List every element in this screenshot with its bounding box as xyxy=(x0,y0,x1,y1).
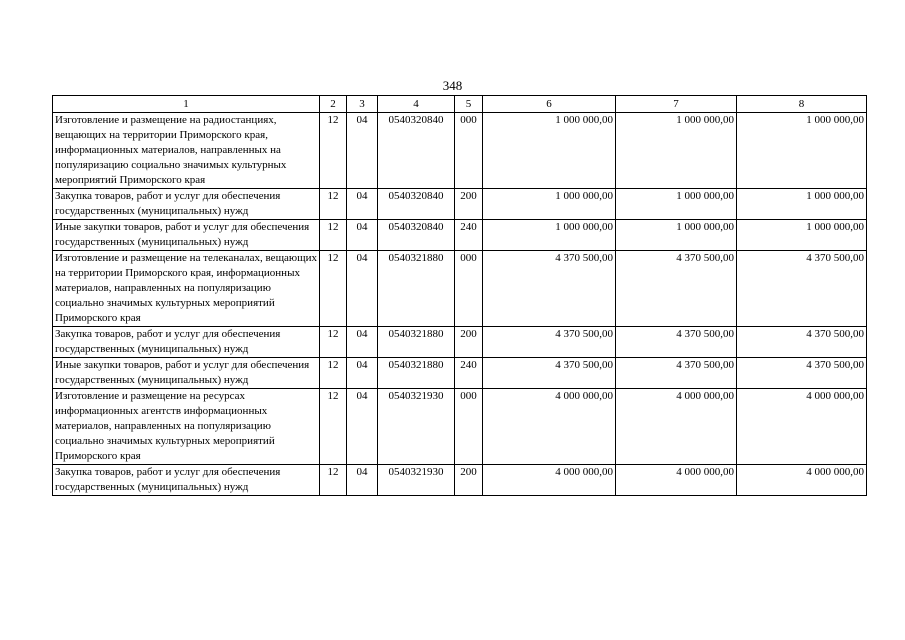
column-header: 1 xyxy=(53,96,320,113)
expense-type-cell: 000 xyxy=(455,113,483,189)
subsection-code-cell: 04 xyxy=(347,358,378,389)
amount-col6-cell: 1 000 000,00 xyxy=(483,220,616,251)
target-article-cell: 0540320840 xyxy=(378,220,455,251)
section-code-cell: 12 xyxy=(320,113,347,189)
subsection-code-cell: 04 xyxy=(347,189,378,220)
table-row xyxy=(53,327,867,358)
expense-type-cell: 200 xyxy=(455,465,483,496)
column-header: 2 xyxy=(320,96,347,113)
table-row xyxy=(53,465,867,496)
page-number: 348 xyxy=(442,78,463,93)
item-name-cell: Закупка товаров, работ и услуг для обеспечения государственных (муниципальных) нужд xyxy=(53,465,320,496)
target-article-cell: 0540321880 xyxy=(378,327,455,358)
subsection-code-cell: 04 xyxy=(347,465,378,496)
amount-col7-cell: 1 000 000,00 xyxy=(616,189,737,220)
table-row xyxy=(53,220,867,251)
amount-col7-cell: 4 370 500,00 xyxy=(616,358,737,389)
column-header: 8 xyxy=(737,96,867,113)
table-row xyxy=(53,251,867,327)
item-name-cell: Изготовление и размещение на ресурсах информационных агентств информационных материалов, направленных на популяризацию социально значимых культурных мероприятий Приморского края xyxy=(53,389,320,465)
section-code-cell: 12 xyxy=(320,189,347,220)
section-code-cell: 12 xyxy=(320,251,347,327)
section-code-cell: 12 xyxy=(320,465,347,496)
amount-col8-cell: 4 370 500,00 xyxy=(737,327,867,358)
header-row xyxy=(53,96,867,113)
expense-type-cell: 000 xyxy=(455,389,483,465)
column-header: 3 xyxy=(347,96,378,113)
amount-col6-cell: 4 000 000,00 xyxy=(483,465,616,496)
expense-type-cell: 200 xyxy=(455,189,483,220)
amount-col6-cell: 4 370 500,00 xyxy=(483,251,616,327)
amount-col7-cell: 1 000 000,00 xyxy=(616,113,737,189)
expense-type-cell: 240 xyxy=(455,358,483,389)
target-article-cell: 0540321930 xyxy=(378,389,455,465)
amount-col8-cell: 4 370 500,00 xyxy=(737,251,867,327)
amount-col7-cell: 4 000 000,00 xyxy=(616,389,737,465)
amount-col6-cell: 4 000 000,00 xyxy=(483,389,616,465)
column-header: 6 xyxy=(483,96,616,113)
target-article-cell: 0540320840 xyxy=(378,113,455,189)
expense-type-cell: 200 xyxy=(455,327,483,358)
column-header: 4 xyxy=(378,96,455,113)
amount-col8-cell: 4 000 000,00 xyxy=(737,389,867,465)
item-name-cell: Иные закупки товаров, работ и услуг для обеспечения государственных (муниципальных) нужд xyxy=(53,358,320,389)
expense-type-cell: 000 xyxy=(455,251,483,327)
amount-col7-cell: 1 000 000,00 xyxy=(616,220,737,251)
amount-col8-cell: 1 000 000,00 xyxy=(737,189,867,220)
amount-col7-cell: 4 370 500,00 xyxy=(616,327,737,358)
table-row xyxy=(53,189,867,220)
amount-col8-cell: 4 370 500,00 xyxy=(737,358,867,389)
amount-col6-cell: 4 370 500,00 xyxy=(483,327,616,358)
item-name-cell: Изготовление и размещение на телеканалах, вещающих на территории Приморского края, информационных материалов, направленных на популяризацию социально значимых культурных мероприятий Приморского края xyxy=(53,251,320,327)
item-name-cell: Закупка товаров, работ и услуг для обеспечения государственных (муниципальных) нужд xyxy=(53,327,320,358)
item-name-cell: Закупка товаров, работ и услуг для обеспечения государственных (муниципальных) нужд xyxy=(53,189,320,220)
expense-type-cell: 240 xyxy=(455,220,483,251)
item-name-cell: Изготовление и размещение на радиостанциях, вещающих на территории Приморского края, информационных материалов, направленных на популяризацию социально значимых культурных мероприятий Приморского края xyxy=(53,113,320,189)
amount-col7-cell: 4 000 000,00 xyxy=(616,465,737,496)
section-code-cell: 12 xyxy=(320,220,347,251)
section-code-cell: 12 xyxy=(320,327,347,358)
target-article-cell: 0540320840 xyxy=(378,189,455,220)
amount-col7-cell: 4 370 500,00 xyxy=(616,251,737,327)
amount-col6-cell: 1 000 000,00 xyxy=(483,113,616,189)
item-name-cell: Иные закупки товаров, работ и услуг для обеспечения государственных (муниципальных) нужд xyxy=(53,220,320,251)
section-code-cell: 12 xyxy=(320,389,347,465)
column-header: 7 xyxy=(616,96,737,113)
amount-col6-cell: 1 000 000,00 xyxy=(483,189,616,220)
budget-table xyxy=(52,95,867,496)
amount-col8-cell: 4 000 000,00 xyxy=(737,465,867,496)
subsection-code-cell: 04 xyxy=(347,220,378,251)
subsection-code-cell: 04 xyxy=(347,327,378,358)
subsection-code-cell: 04 xyxy=(347,389,378,465)
table-row xyxy=(53,389,867,465)
target-article-cell: 0540321880 xyxy=(378,358,455,389)
amount-col8-cell: 1 000 000,00 xyxy=(737,113,867,189)
subsection-code-cell: 04 xyxy=(347,113,378,189)
column-header: 5 xyxy=(455,96,483,113)
section-code-cell: 12 xyxy=(320,358,347,389)
table-row xyxy=(53,113,867,189)
target-article-cell: 0540321930 xyxy=(378,465,455,496)
amount-col8-cell: 1 000 000,00 xyxy=(737,220,867,251)
subsection-code-cell: 04 xyxy=(347,251,378,327)
table-row xyxy=(53,358,867,389)
target-article-cell: 0540321880 xyxy=(378,251,455,327)
amount-col6-cell: 4 370 500,00 xyxy=(483,358,616,389)
